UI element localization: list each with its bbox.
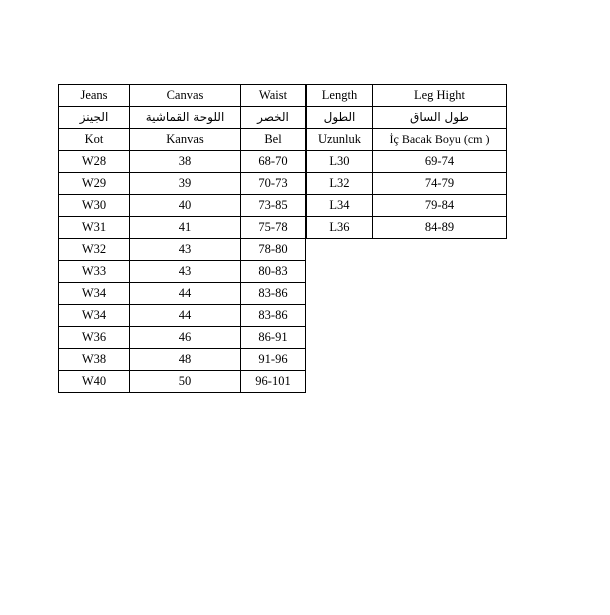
column-header-length-tr: Uzunluk bbox=[307, 129, 373, 151]
cell-canvas: 39 bbox=[130, 173, 241, 195]
cell-waist: 78-80 bbox=[241, 239, 306, 261]
table-header-row-en bbox=[307, 85, 507, 107]
column-header-jeans-ar: الجينز bbox=[59, 107, 130, 129]
column-header-waist-tr: Bel bbox=[241, 129, 306, 151]
column-header-leg-hight: Leg Hight bbox=[373, 85, 507, 107]
cell-waist: 86-91 bbox=[241, 327, 306, 349]
cell-jeans: W33 bbox=[59, 261, 130, 283]
cell-waist: 75-78 bbox=[241, 217, 306, 239]
cell-jeans: W32 bbox=[59, 239, 130, 261]
length-size-table bbox=[306, 84, 507, 239]
table-header-row-tr bbox=[59, 129, 306, 151]
table-header-row-ar bbox=[59, 107, 306, 129]
cell-waist: 83-86 bbox=[241, 305, 306, 327]
cell-jeans: W31 bbox=[59, 217, 130, 239]
cell-canvas: 41 bbox=[130, 217, 241, 239]
cell-jeans: W28 bbox=[59, 151, 130, 173]
table-row bbox=[59, 217, 306, 239]
cell-jeans: W40 bbox=[59, 371, 130, 393]
table-row bbox=[59, 305, 306, 327]
cell-jeans: W36 bbox=[59, 327, 130, 349]
cell-canvas: 40 bbox=[130, 195, 241, 217]
cell-length: L36 bbox=[307, 217, 373, 239]
column-header-jeans: Jeans bbox=[59, 85, 130, 107]
cell-length: L30 bbox=[307, 151, 373, 173]
cell-canvas: 43 bbox=[130, 261, 241, 283]
table-row bbox=[59, 151, 306, 173]
column-header-canvas-tr: Kanvas bbox=[130, 129, 241, 151]
table-row bbox=[59, 195, 306, 217]
table-row bbox=[59, 371, 306, 393]
cell-canvas: 44 bbox=[130, 283, 241, 305]
table-row bbox=[59, 349, 306, 371]
cell-waist: 68-70 bbox=[241, 151, 306, 173]
column-header-canvas: Canvas bbox=[130, 85, 241, 107]
table-row bbox=[59, 239, 306, 261]
table-row bbox=[59, 173, 306, 195]
cell-leg-hight: 74-79 bbox=[373, 173, 507, 195]
table-row bbox=[307, 217, 507, 239]
table-header-row-en bbox=[59, 85, 306, 107]
column-header-waist-ar: الخصر bbox=[241, 107, 306, 129]
cell-waist: 73-85 bbox=[241, 195, 306, 217]
table-row bbox=[59, 327, 306, 349]
cell-leg-hight: 84-89 bbox=[373, 217, 507, 239]
cell-jeans: W34 bbox=[59, 283, 130, 305]
cell-canvas: 46 bbox=[130, 327, 241, 349]
cell-canvas: 43 bbox=[130, 239, 241, 261]
cell-jeans: W34 bbox=[59, 305, 130, 327]
table-row bbox=[59, 283, 306, 305]
cell-jeans: W38 bbox=[59, 349, 130, 371]
table-header-row-tr bbox=[307, 129, 507, 151]
column-header-jeans-tr: Kot bbox=[59, 129, 130, 151]
column-header-leg-hight-tr: İç Bacak Boyu (cm ) bbox=[373, 129, 507, 151]
table-header-row-ar bbox=[307, 107, 507, 129]
cell-leg-hight: 79-84 bbox=[373, 195, 507, 217]
cell-length: L34 bbox=[307, 195, 373, 217]
cell-jeans: W29 bbox=[59, 173, 130, 195]
table-row bbox=[307, 173, 507, 195]
cell-waist: 96-101 bbox=[241, 371, 306, 393]
table-row bbox=[307, 151, 507, 173]
cell-canvas: 44 bbox=[130, 305, 241, 327]
column-header-length-ar: الطول bbox=[307, 107, 373, 129]
cell-waist: 83-86 bbox=[241, 283, 306, 305]
size-chart-sheet bbox=[58, 84, 507, 393]
cell-canvas: 50 bbox=[130, 371, 241, 393]
cell-jeans: W30 bbox=[59, 195, 130, 217]
cell-waist: 91-96 bbox=[241, 349, 306, 371]
cell-waist: 70-73 bbox=[241, 173, 306, 195]
column-header-waist: Waist bbox=[241, 85, 306, 107]
table-row bbox=[59, 261, 306, 283]
cell-leg-hight: 69-74 bbox=[373, 151, 507, 173]
cell-canvas: 38 bbox=[130, 151, 241, 173]
table-row bbox=[307, 195, 507, 217]
column-header-length: Length bbox=[307, 85, 373, 107]
column-header-leg-hight-ar: طول الساق bbox=[373, 107, 507, 129]
cell-waist: 80-83 bbox=[241, 261, 306, 283]
cell-canvas: 48 bbox=[130, 349, 241, 371]
cell-length: L32 bbox=[307, 173, 373, 195]
waist-size-table bbox=[58, 84, 306, 393]
column-header-canvas-ar: اللوحة القماشية bbox=[130, 107, 241, 129]
